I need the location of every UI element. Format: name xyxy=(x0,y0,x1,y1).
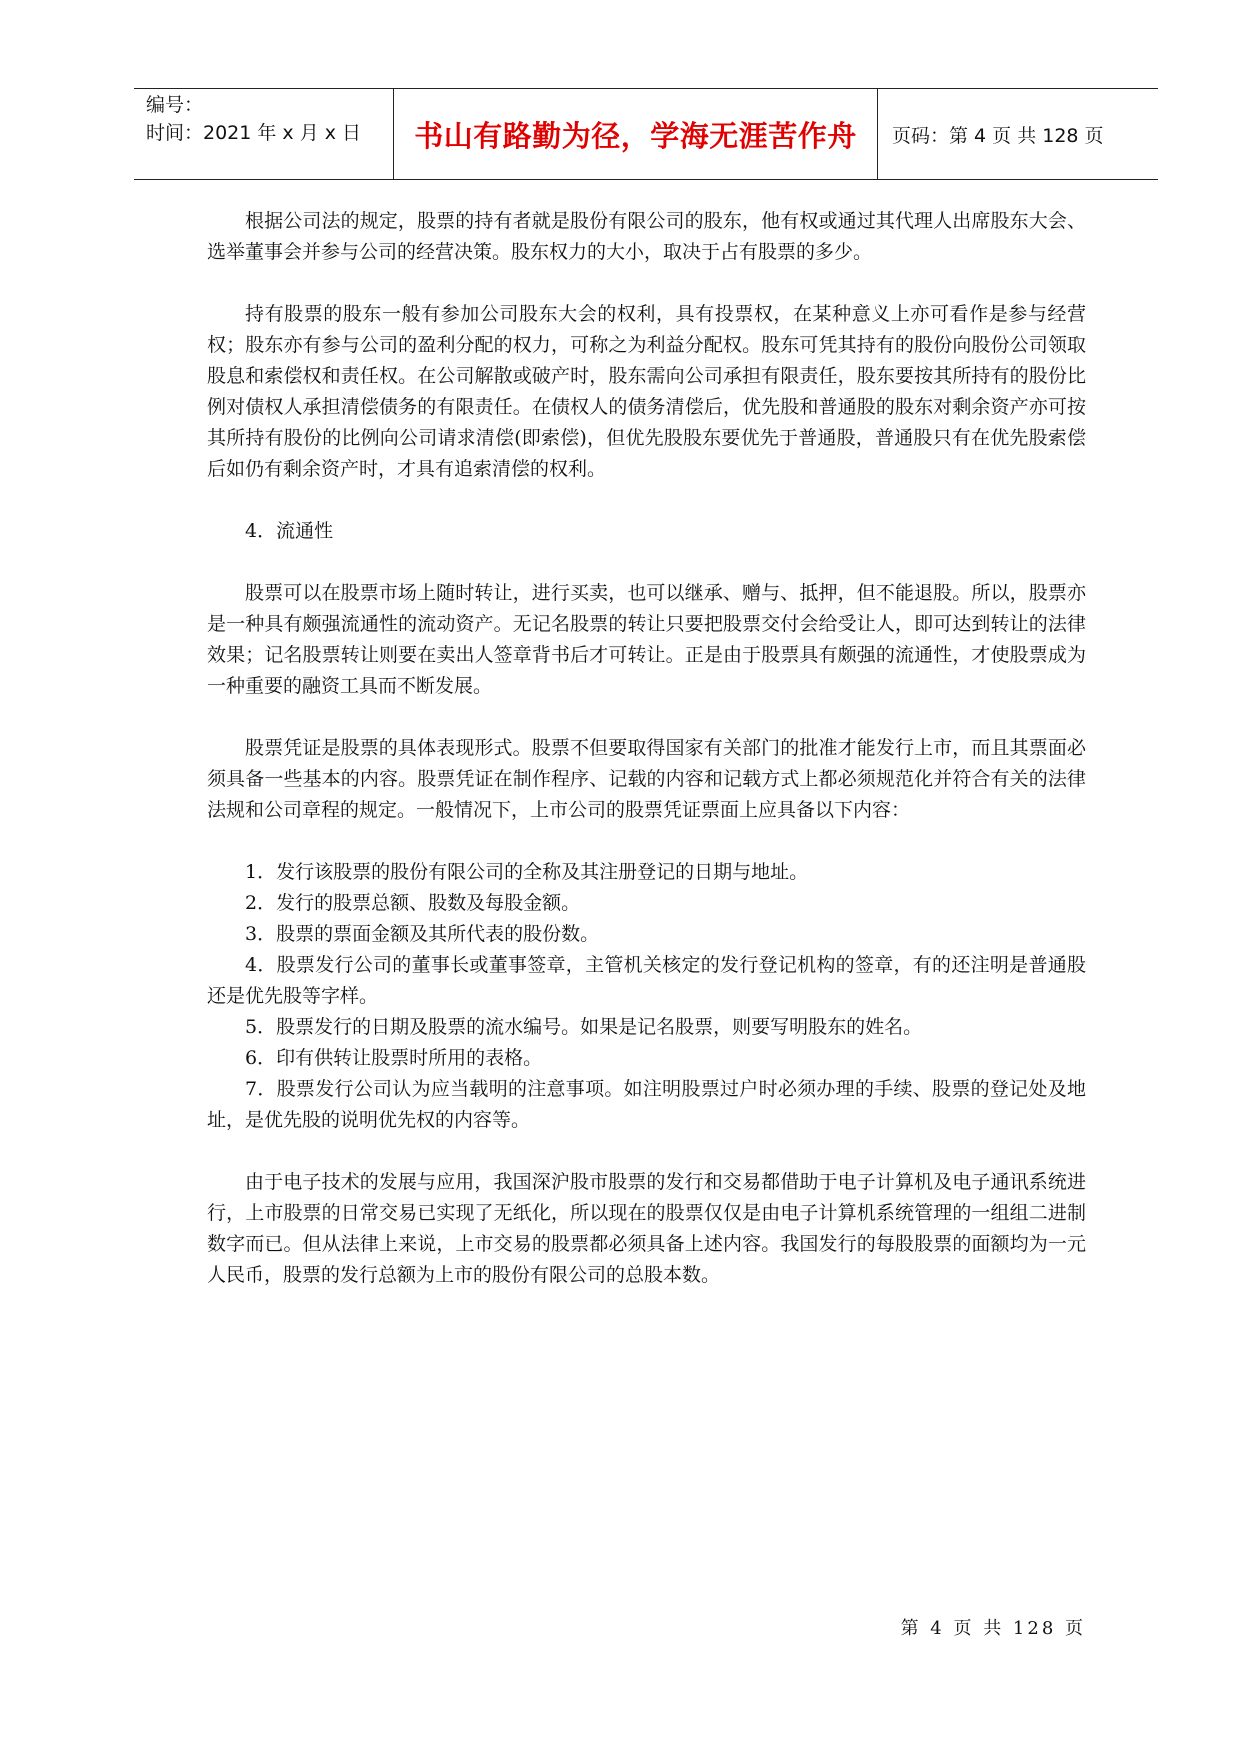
list-item: 5．股票发行的日期及股票的流水编号。如果是记名股票，则要写明股东的姓名。 xyxy=(245,1016,923,1038)
list-item: 1．发行该股票的股份有限公司的全称及其注册登记的日期与地址。 xyxy=(245,861,809,883)
paragraph: 股票可以在股票市场上随时转让，进行买卖，也可以继承、赠与、抵押，但不能退股。所以，股票亦是一种具有颇强流通性的流动资产。无记名股票的转让只要把股票交付会给受让人，即可达到转让的法律效果；记名股票转让则要在卖出人签章背书后才可转让。正是由于股票具有颇强的流通性，才使股票成为一种重要的融资工具而不断发展。 xyxy=(207,582,1086,697)
list-item: 7．股票发行公司认为应当载明的注意事项。如注明股票过户时必须办理的手续、股票的登记处及地址，是优先股的说明优先权的内容等。 xyxy=(207,1078,1086,1131)
paragraph: 由于电子技术的发展与应用，我国深沪股市股票的发行和交易都借助于电子计算机及电子通讯系统进行，上市股票的日常交易已实现了无纸化，所以现在的股票仅仅是由电子计算机系统管理的一组组二进制数字而已。但从法律上来说，上市交易的股票都必须具备上述内容。我国发行的每股股票的面额均为一元人民币，股票的发行总额为上市的股份有限公司的总股本数。 xyxy=(207,1171,1086,1286)
content-list xyxy=(207,857,1086,1136)
serial-number-label: 编号： xyxy=(146,94,204,116)
document-body xyxy=(207,206,1086,1322)
page-header xyxy=(134,88,1158,180)
time-label: 时间：2021 年 x 月 x 日 xyxy=(146,122,362,144)
list-item: 3．股票的票面金额及其所代表的股份数。 xyxy=(245,923,600,945)
footer-page-number: 第 4 页 共 128 页 xyxy=(900,1618,1086,1639)
section-heading: 4．流通性 xyxy=(245,520,334,542)
list-item: 2．发行的股票总额、股数及每股金额。 xyxy=(245,892,581,914)
list-item: 6．印有供转让股票时所用的表格。 xyxy=(245,1047,543,1069)
paragraph: 根据公司法的规定，股票的持有者就是股份有限公司的股东，他有权或通过其代理人出席股东大会、选举董事会并参与公司的经营决策。股东权力的大小，取决于占有股票的多少。 xyxy=(207,210,1086,263)
paragraph: 股票凭证是股票的具体表现形式。股票不但要取得国家有关部门的批准才能发行上市，而且其票面必须具备一些基本的内容。股票凭证在制作程序、记载的内容和记载方式上都必须规范化并符合有关的法律法规和公司章程的规定。一般情况下，上市公司的股票凭证票面上应具备以下内容： xyxy=(207,737,1086,821)
paragraph: 持有股票的股东一般有参加公司股东大会的权利，具有投票权，在某种意义上亦可看作是参与经营权；股东亦有参与公司的盈利分配的权力，可称之为利益分配权。股东可凭其持有的股份向股份公司领取股息和索偿权和责任权。在公司解散或破产时，股东需向公司承担有限责任，股东要按其所持有的股份比例对债权人承担清偿债务的有限责任。在债权人的债务清偿后，优先股和普通股的股东对剩余资产亦可按其所持有股份的比例向公司请求清偿(即索偿)，但优先股股东要优先于普通股，普通股只有在优先股索偿后如仍有剩余资产时，才具有追索清偿的权利。 xyxy=(207,303,1086,480)
list-item: 4．股票发行公司的董事长或董事签章，主管机关核定的发行登记机构的签章，有的还注明是普通股还是优先股等字样。 xyxy=(207,954,1086,1007)
header-info-cell xyxy=(134,89,394,179)
header-motto: 书山有路勤为径，学海无涯苦作舟 xyxy=(394,89,878,179)
header-page-code: 页码：第 4 页 共 128 页 xyxy=(892,124,1104,147)
